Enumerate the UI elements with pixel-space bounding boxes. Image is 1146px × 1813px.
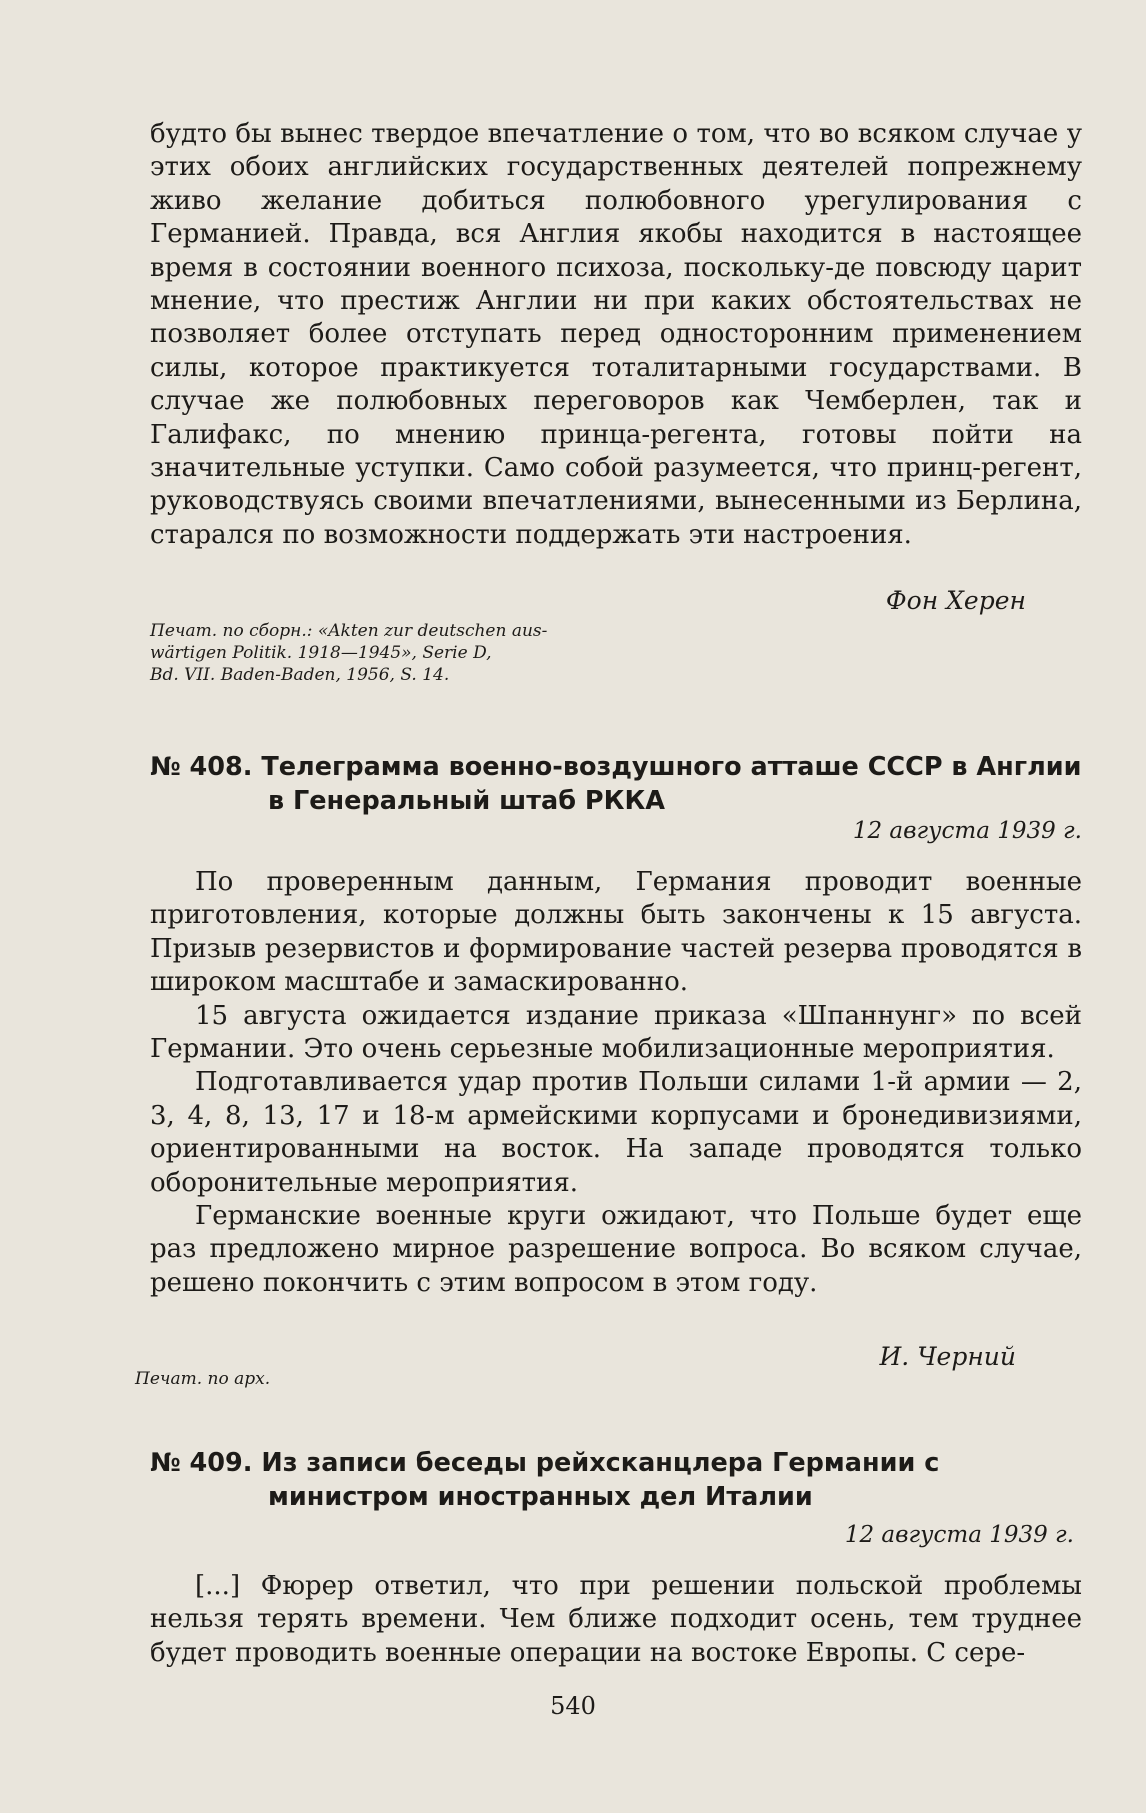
doc-408-header	[150, 750, 1082, 818]
signature-von-heren: Фон Херен	[885, 586, 1026, 615]
continuation-paragraph: будто бы вынес твердое впечатление о том, что во всяком случае у этих обоих английских государственных деятелей попрежнему живо желание добиться полюбовного урегулирования с Германией. Правда, вся Англия якобы находится в настоящее время в состоянии военного психоза, поскольку-де повсюду царит мнение, что престиж Англии ни при каких обстоятельствах не позволяет более отступать перед односторонним применением силы, которое практикуется тоталитарными государствами. В случае же полюбовных переговоров как Чемберлен, так и Галифакс, по мнению принца-регента, готовы пойти на значительные уступки. Само собой разумеется, что принц-регент, руководствуясь своими впечатлениями, вынесенными из Берлина, старался по возможности поддержать эти настроения.	[150, 119, 1082, 550]
page-number: 540	[550, 1692, 596, 1720]
doc-408-paragraph: По проверенным данным, Германия проводит военные приготовления, которые должны быть закончены к 15 августа. Призыв резервистов и формирование частей резерва проводятся в широком масштабе и замаскированно.	[150, 867, 1082, 998]
source-note-archive: Печат. по арх.	[135, 1369, 271, 1389]
doc-409-paragraph: [...] Фюрер ответил, что при решении польской проблемы нельзя терять времени. Чем ближе подходит осень, тем труднее будет проводить военные операции на востоке Европы. С сере-	[150, 1571, 1082, 1668]
doc-408-paragraph: Германские военные круги ожидают, что Польше будет еще раз предложено мирное разрешение вопроса. Во всяком случае, решено покончить с этим вопросом в этом году.	[150, 1201, 1082, 1298]
doc-409-date: 12 августа 1939 г.	[844, 1522, 1074, 1548]
doc-409-body	[150, 1570, 1082, 1670]
doc-409-header	[150, 1446, 1082, 1514]
doc-408-title: № 408. Телеграмма военно-воздушного атташе СССР в Англии в Генеральный штаб РККА	[150, 752, 1082, 816]
doc-408-date: 12 августа 1939 г.	[852, 818, 1082, 844]
doc-408-body	[150, 866, 1082, 1300]
source-line: Bd. VII. Baden-Baden, 1956, S. 14.	[150, 665, 450, 685]
doc-408-paragraph: Подготавливается удар против Польши силами 1-й армии — 2, 3, 4, 8, 13, 17 и 18-м армейскими корпусами и бронедивизиями, ориентированными на восток. На западе проводятся только оборонительные мероприятия.	[150, 1067, 1082, 1198]
source-line: Печат. по сборн.: «Akten zur deutschen aus-	[150, 621, 548, 641]
doc-408-paragraph: 15 августа ожидается издание приказа «Шпаннунг» по всей Германии. Это очень серьезные мобилизационные мероприятия.	[150, 1000, 1082, 1065]
source-note-akten	[150, 620, 547, 686]
source-line: wärtigen Politik. 1918—1945», Serie D,	[150, 643, 492, 663]
signature-cherniy: И. Черний	[879, 1342, 1016, 1371]
doc-409-title: № 409. Из записи беседы рейхсканцлера Германии с министром иностранных дел Италии	[150, 1448, 940, 1512]
continuation-section	[150, 118, 1082, 552]
